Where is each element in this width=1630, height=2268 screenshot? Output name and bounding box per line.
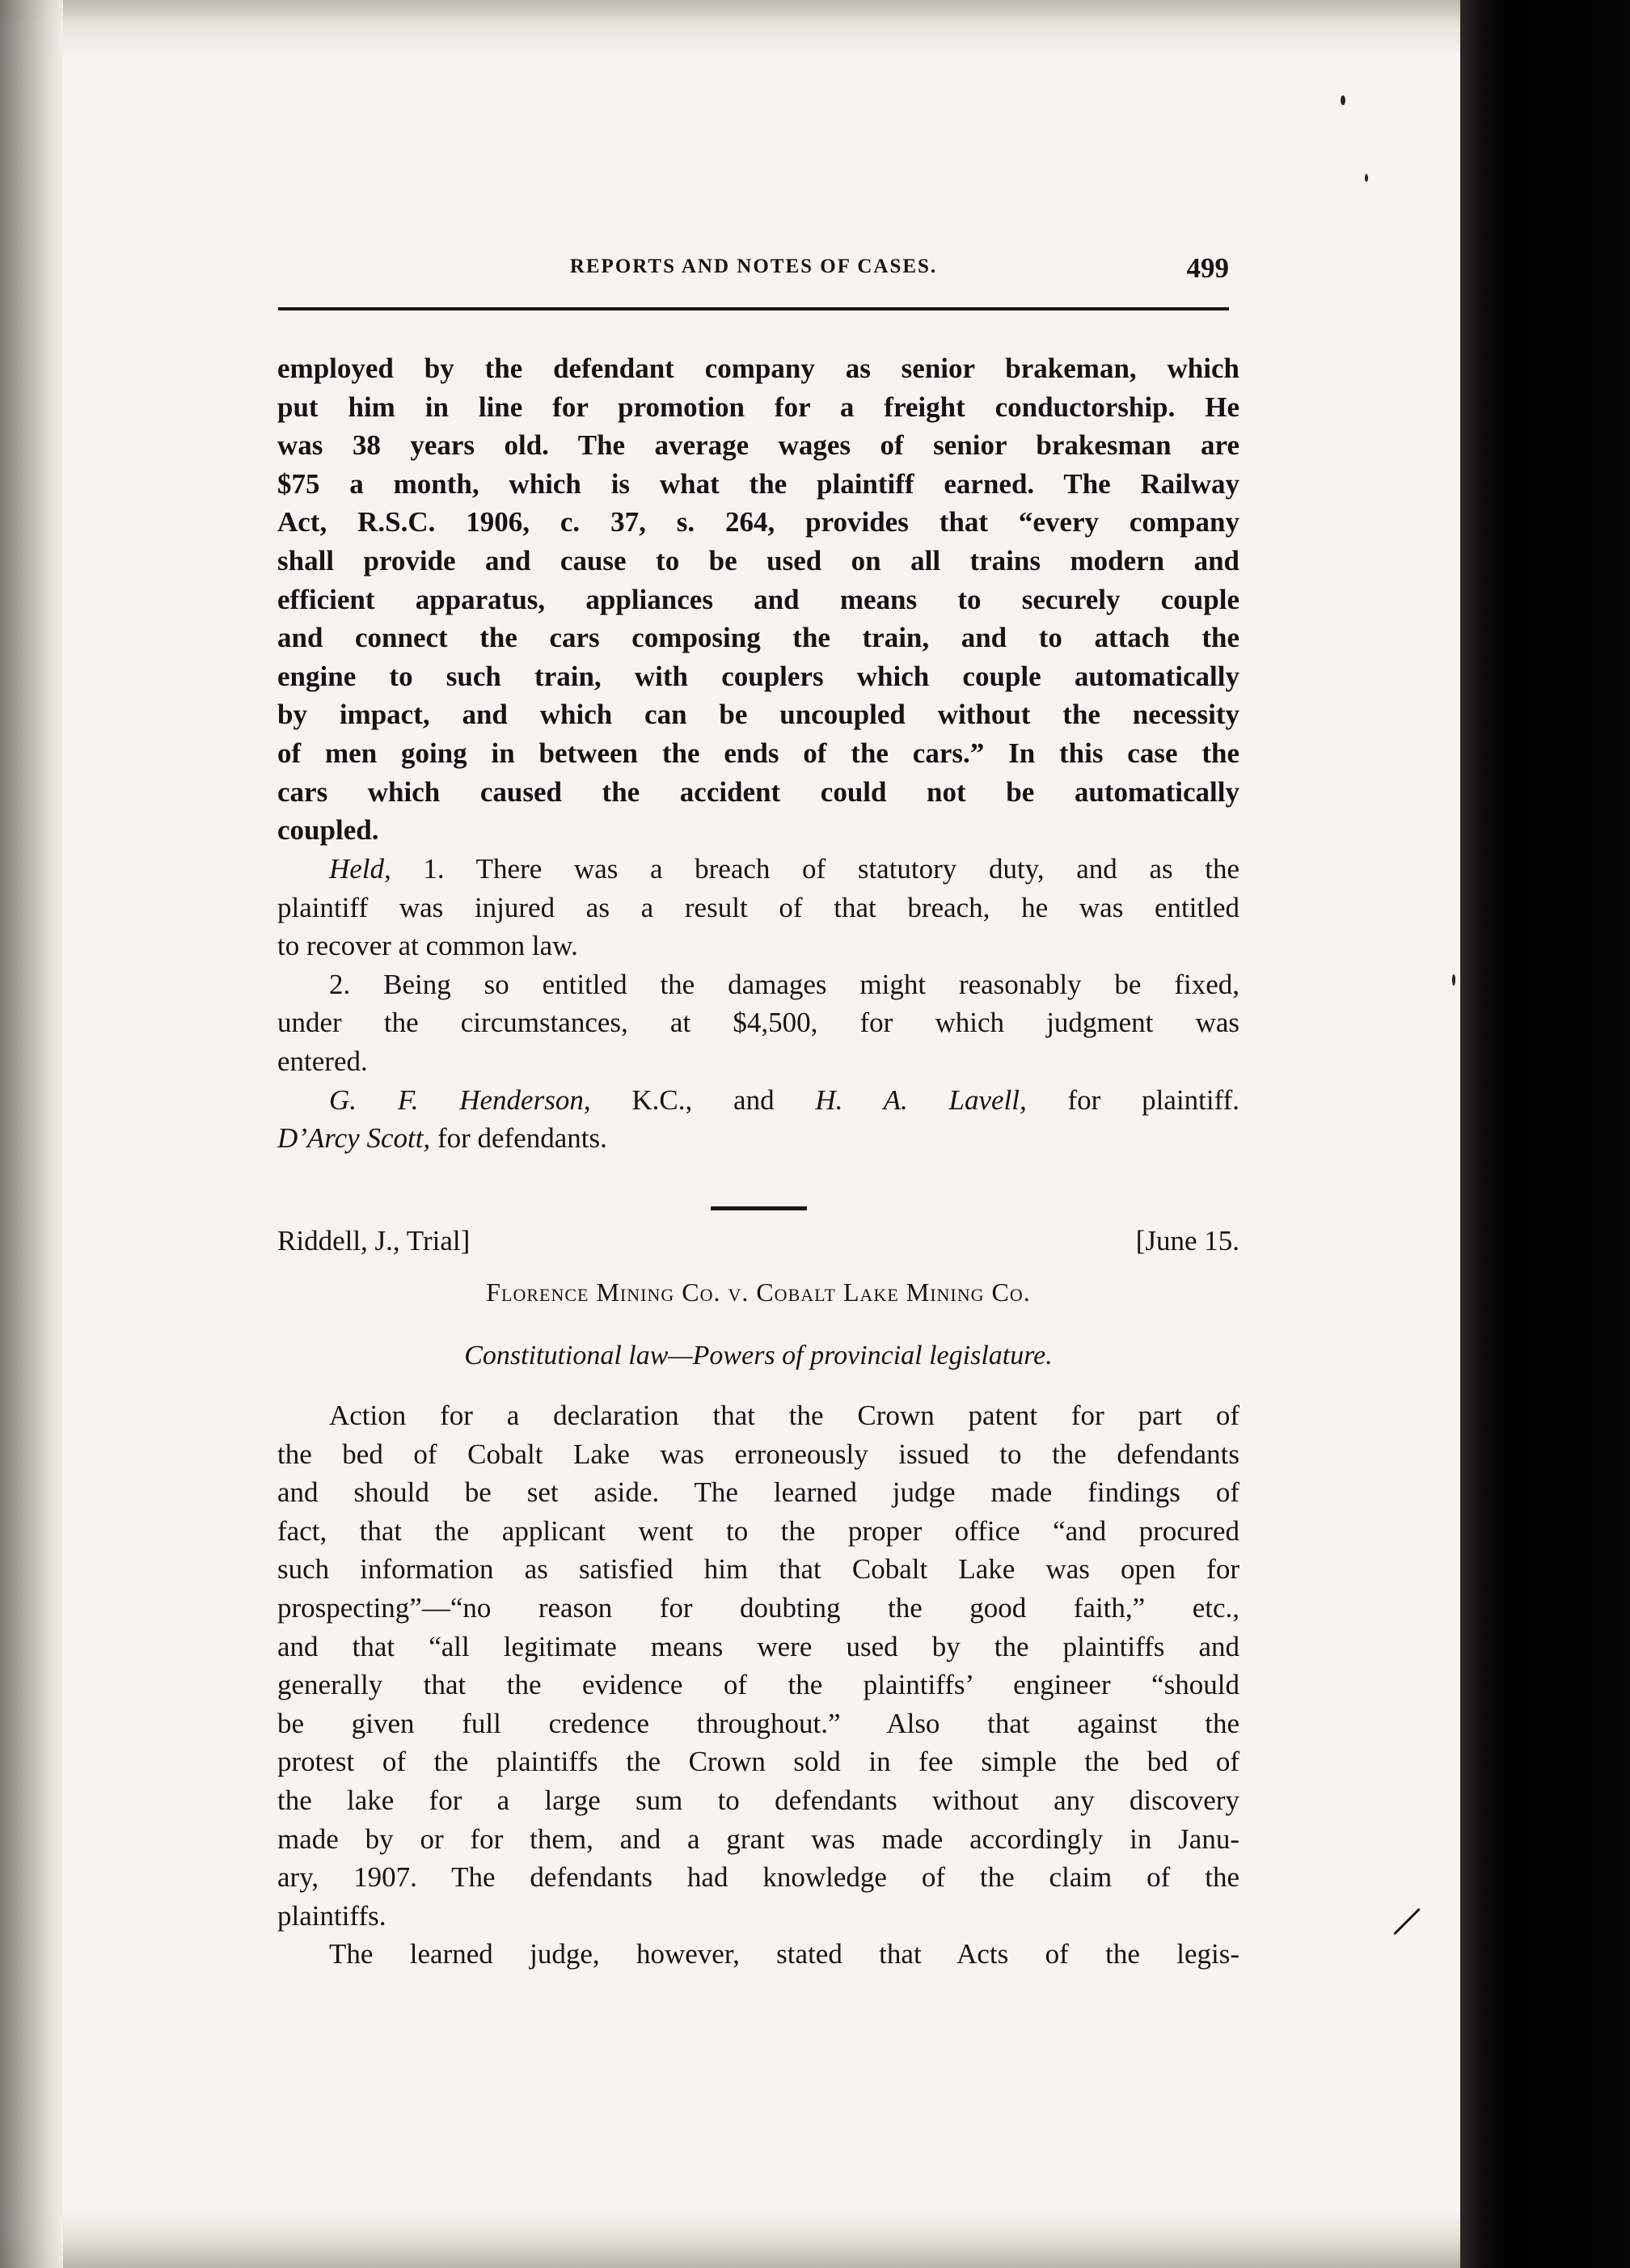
text-line: by impact, and which can be uncoupled without the necessity <box>277 699 1239 731</box>
held-label: Held, <box>329 853 391 885</box>
text-line: made by or for them, and a grant was made accordingly in Janu- <box>277 1822 1239 1855</box>
text-line: put him in line for promotion for a freight conductorship. He <box>277 391 1239 423</box>
text-line: to recover at common law. <box>277 930 578 962</box>
text-line: entered. <box>277 1045 368 1077</box>
text-line: Act, R.S.C. 1906, c. 37, s. 264, provides that “every company <box>277 506 1239 538</box>
text-line: and that “all legitimate means were used by the plaintiffs and <box>277 1630 1239 1662</box>
case-one-held <box>277 850 1239 1158</box>
text-line: The learned judge, however, stated that Acts of the legis- <box>329 1938 1239 1970</box>
text-line: was 38 years old. The average wages of senior brakesman are <box>277 429 1239 462</box>
text-line: cars which caused the accident could not be automatically <box>277 775 1239 808</box>
text-line: protest of the plaintiffs the Crown sold in fee simple the bed of <box>277 1746 1239 1778</box>
text-line: such information as satisfied him that Cobalt Lake was open for <box>277 1553 1239 1586</box>
text-line: be given full credence throughout.” Also that against the <box>277 1707 1239 1739</box>
counsel-name: D’Arcy Scott, <box>277 1122 431 1155</box>
text-line: fact, that the applicant went to the proper office “and procured <box>277 1514 1239 1547</box>
text-line: 2. Being so entitled the damages might reasonably be fixed, <box>329 968 1239 1000</box>
text-line: the bed of Cobalt Lake was erroneously issued to the defendants <box>277 1438 1239 1470</box>
scan-edge-left <box>0 0 63 2268</box>
text-line: the lake for a large sum to defendants without any discovery <box>277 1784 1239 1816</box>
text-line: $75 a month, which is what the plaintiff earned. The Railway <box>277 467 1239 500</box>
scan-edge-bottom <box>0 2211 1480 2268</box>
case-two-body <box>277 1396 1239 1974</box>
scan-speck <box>1341 95 1345 105</box>
counsel-name: H. A. Lavell, <box>815 1083 1027 1116</box>
case-court-line <box>277 1225 1239 1265</box>
held-first-line-text: 1. There was a breach of statutory duty, and as the <box>391 853 1239 885</box>
case-title: Florence Mining Co. v. Cobalt Lake Mining Co. <box>486 1278 1031 1307</box>
text-line: plaintiff was injured as a result of that breach, he was entitled <box>277 891 1239 923</box>
case-date: [June 15. <box>1135 1225 1239 1256</box>
text-line: engine to such train, with couplers which couple automatically <box>277 660 1239 692</box>
text-line: prospecting”—“no reason for doubting the good faith,” etc., <box>277 1591 1239 1624</box>
held-first-line <box>277 850 1239 889</box>
header-rule <box>278 307 1229 310</box>
text-line: shall provide and cause to be used on all trains modern and <box>277 544 1239 577</box>
text-line: of men going in between the ends of the cars.” In this case the <box>277 737 1239 769</box>
text-line: coupled. <box>277 814 379 847</box>
counsel-text: for defendants. <box>430 1122 607 1155</box>
text-line: under the circumstances, at $4,500, for which judgment was <box>277 1007 1239 1039</box>
text-line: plaintiffs. <box>277 1899 386 1932</box>
text-line: and connect the cars composing the train, and to attach the <box>277 622 1239 654</box>
running-head-title: REPORTS AND NOTES OF CASES. <box>569 256 938 277</box>
counsel-text: K.C., and <box>590 1083 816 1116</box>
page-number: 499 <box>1186 252 1229 284</box>
scan-edge-right <box>1460 0 1630 2268</box>
text-line: generally that the evidence of the plaintiffs’ engineer “should <box>277 1669 1239 1701</box>
scan-edge-top <box>0 0 1480 57</box>
counsel-defendant-line <box>277 1119 1239 1158</box>
text-line: Action for a declaration that the Crown patent for part of <box>329 1400 1239 1431</box>
counsel-text: for plaintiff. <box>1026 1083 1239 1116</box>
text-line: ary, 1907. The defendants had knowledge of the claim of the <box>277 1861 1239 1894</box>
court-and-judge: Riddell, J., Trial] <box>277 1225 471 1256</box>
running-header <box>278 252 1229 291</box>
text-line: employed by the defendant company as senior brakeman, which <box>277 353 1239 384</box>
text-line: efficient apparatus, appliances and means to securely couple <box>277 583 1239 615</box>
case-one-facts <box>277 349 1239 850</box>
counsel-name: G. F. Henderson, <box>329 1083 591 1116</box>
scan-speck <box>1452 974 1455 986</box>
text-line: and should be set aside. The learned judge made findings of <box>277 1476 1239 1509</box>
scan-pen-mark <box>1393 1908 1420 1935</box>
case-separator-rule <box>711 1206 807 1210</box>
counsel-plaintiff-line <box>277 1081 1239 1120</box>
case-subject: Constitutional law—Powers of provincial legislature. <box>464 1341 1053 1371</box>
scan-speck <box>1365 174 1368 182</box>
